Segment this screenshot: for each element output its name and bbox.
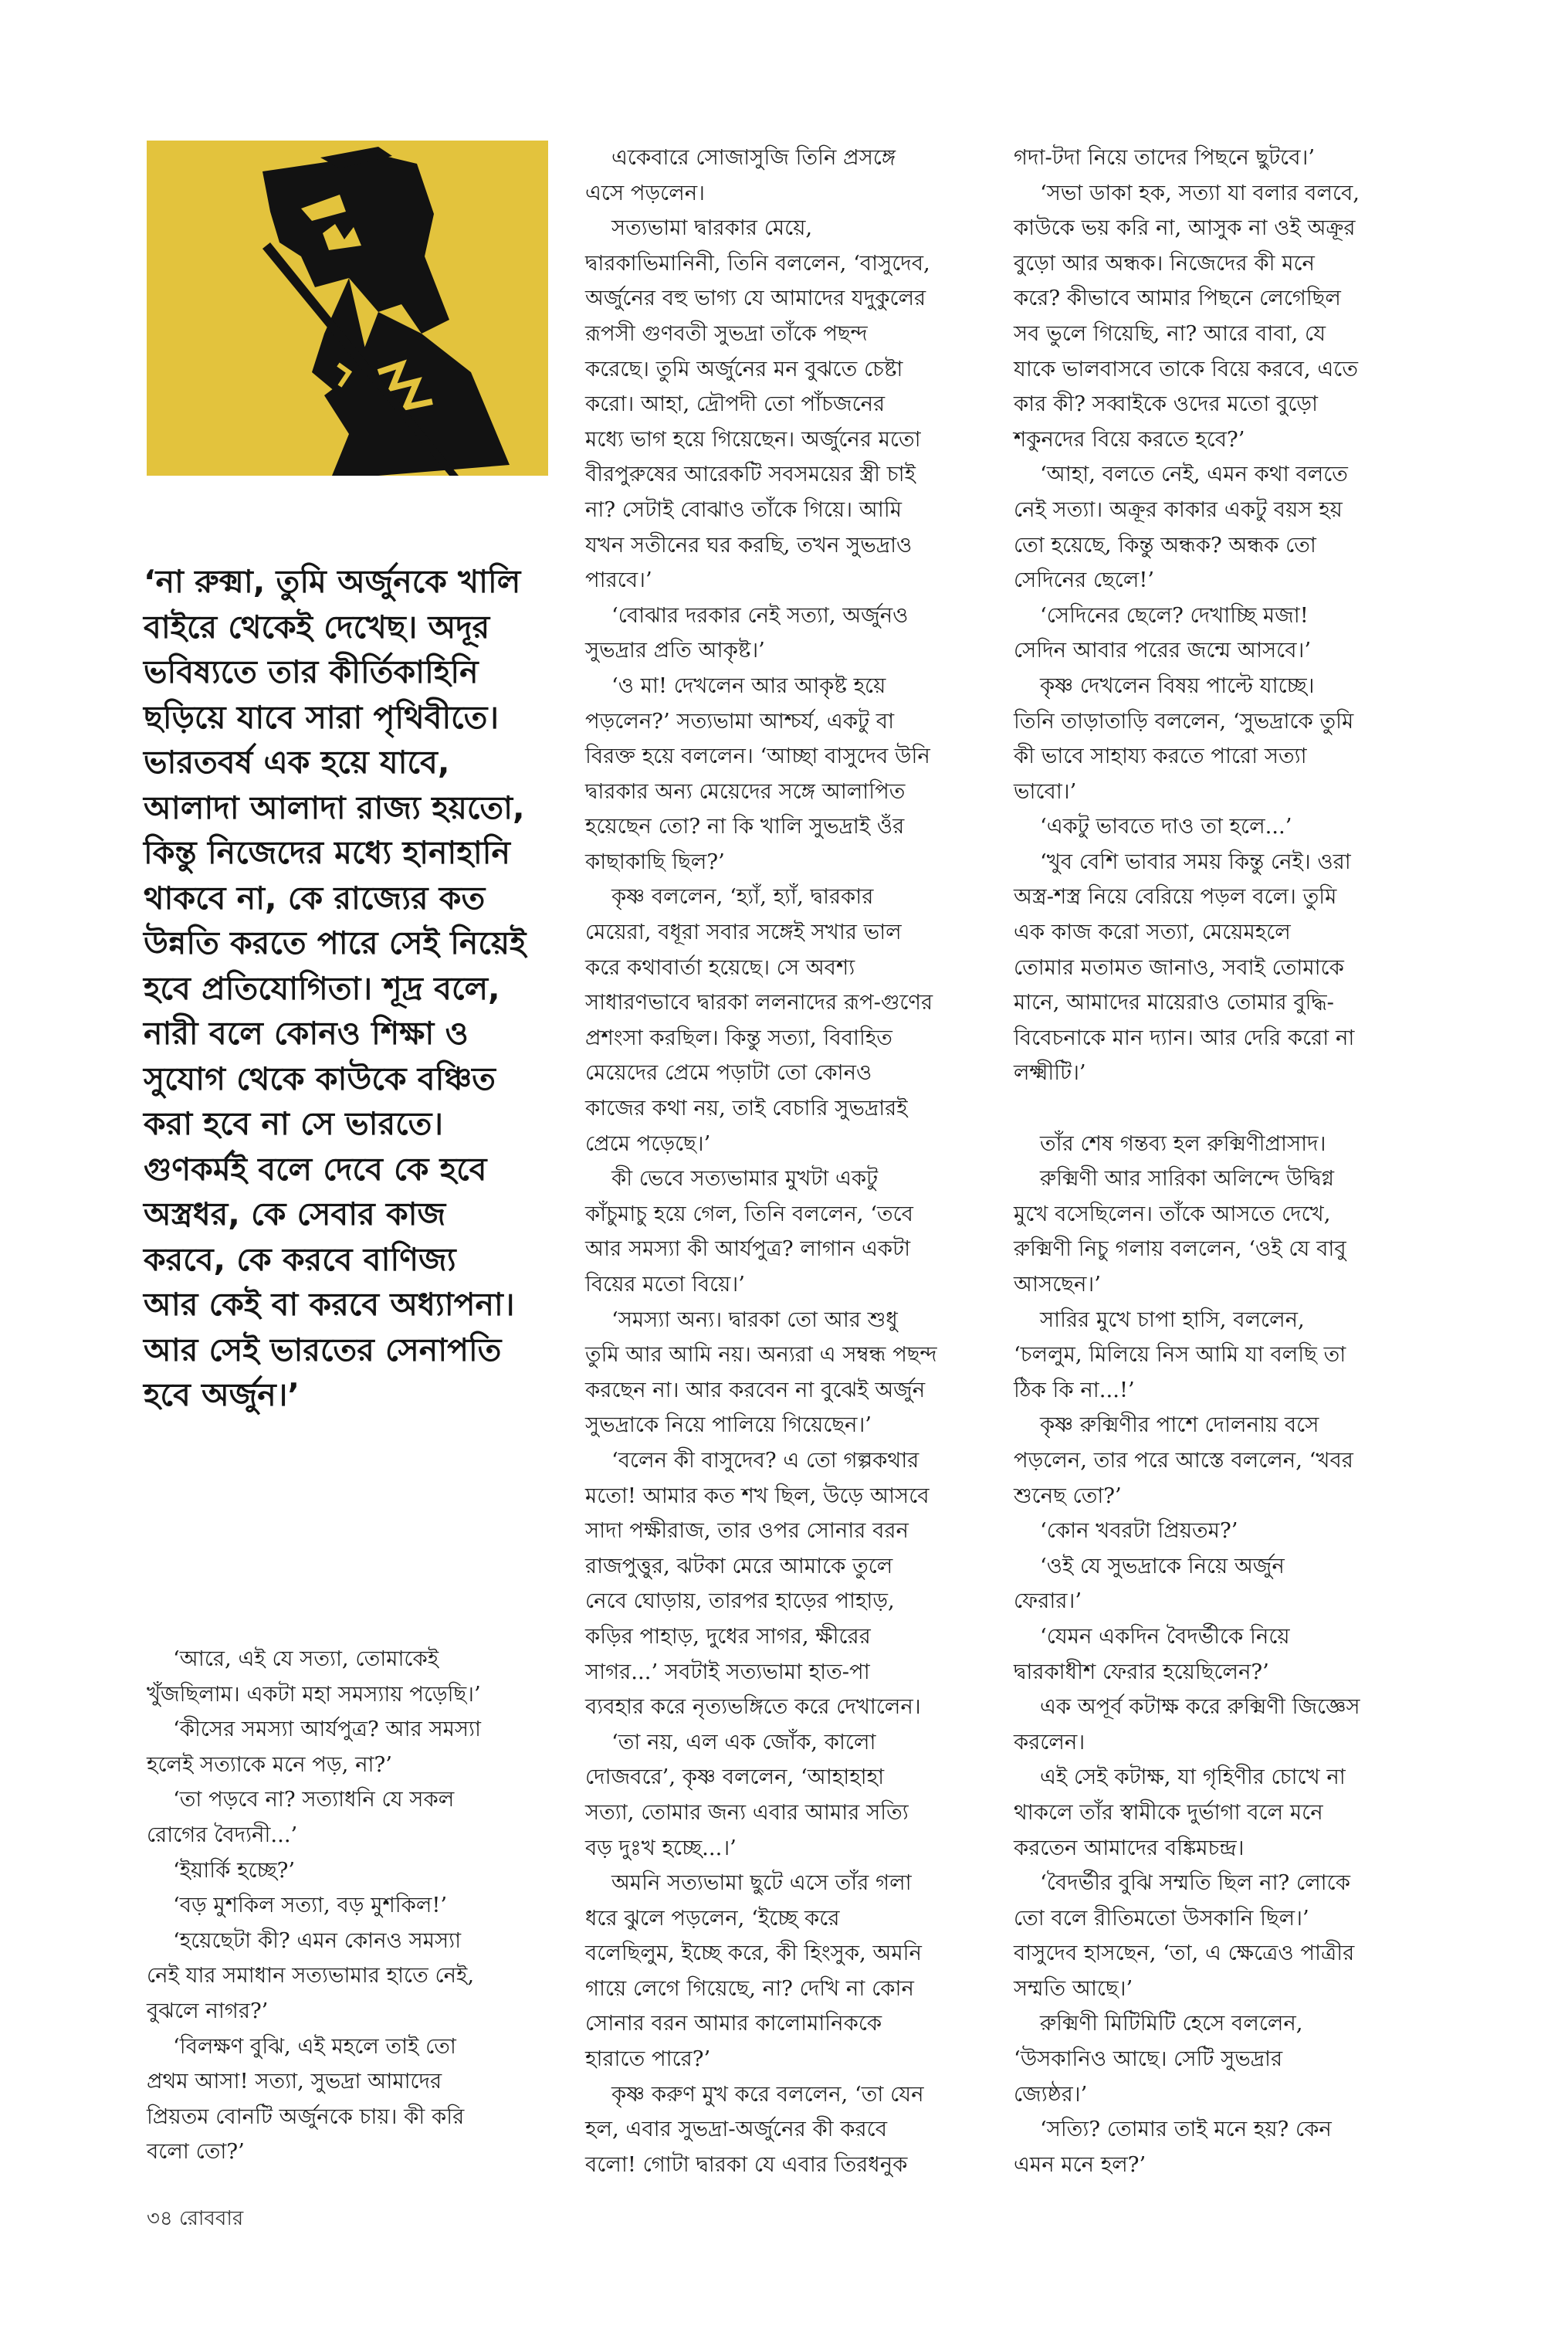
text-line: বলো তো?’ (147, 2139, 245, 2165)
text-line: সাগর...’ সবটাই সত্যভামা হাত-পা (585, 1659, 870, 1684)
text-line: বলো! গোটা দ্বারকা যে এবার তিরধনুক (585, 2151, 908, 2177)
text-line: মানে, আমাদের মায়েরাও তোমার বুদ্ধি- (1014, 990, 1334, 1016)
pull-quote-line: সুযোগ থেকে কাউকে বঞ্চিত (144, 1060, 496, 1097)
text-line: জ্যেষ্ঠর।’ (1014, 2081, 1088, 2107)
text-line: পড়লেন?’ সত্যভামা আশ্চর্য, একটু বা (585, 708, 895, 734)
text-line: প্রশংসা করছিল। কিন্তু সত্যা, বিবাহিত (585, 1025, 892, 1050)
text-line: সম্মতি আছে।’ (1014, 1975, 1133, 2001)
text-line: করছেন না। আর করবেন না বুঝেই অর্জুন (585, 1377, 926, 1402)
text-line: কাছাকাছি ছিল?’ (585, 849, 725, 874)
text-line: নেই যার সমাধান সত্যভামার হাতে নেই, (147, 1963, 475, 1989)
text-line: বুড়ো আর অন্ধক। নিজেদের কী মনে (1014, 250, 1315, 276)
text-line: দোজবরে’, কৃষ্ণ বললেন, ‘আহাহাহা (585, 1765, 885, 1790)
text-line: ‘খুব বেশি ভাবার সময় কিন্তু নেই। ওরা (1040, 849, 1351, 874)
text-line: তো হয়েছে, কিন্তু অন্ধক? অন্ধক তো (1014, 532, 1316, 558)
text-line: করে কথাবার্তা হয়েছে। সে অবশ্য (585, 954, 855, 980)
text-line: ‘আরে, এই যে সত্যা, তোমাকেই (173, 1646, 439, 1671)
text-line: রোগের বৈদ্যনী...’ (147, 1822, 298, 1847)
text-line: করে? কীভাবে আমার পিছনে লেগেছিল (1014, 286, 1341, 311)
text-line: ফেরার।’ (1014, 1589, 1082, 1614)
text-line: বাসুদেব হাসছেন, ‘তা, এ ক্ষেত্রেও পাত্রীর (1014, 1941, 1355, 1966)
text-line: কৃষ্ণ বললেন, ‘হ্যাঁ, হ্যাঁ, দ্বারকার (611, 884, 874, 910)
text-line: কার কী? সব্বাইকে ওদের মতো বুড়ো (1014, 392, 1318, 417)
pull-quote (144, 559, 560, 1418)
text-line: সাধারণভাবে দ্বারকা ললনাদের রূপ-গুণের (585, 990, 933, 1016)
text-line: এমন মনে হল?’ (1014, 2151, 1146, 2177)
text-line: করো। আহা, দ্রৌপদী তো পাঁচজনের (585, 392, 886, 417)
text-line: ব্যবহার করে নৃত্যভঙ্গিতে করে দেখালেন। (585, 1694, 921, 1720)
pull-quote-line: হবে প্রতিযোগিতা। শূদ্র বলে, (144, 969, 500, 1007)
text-line: কাঁচুমাচু হয়ে গেল, তিনি বললেন, ‘তবে (585, 1201, 913, 1226)
pull-quote-line: করবে, কে করবে বাণিজ্য (144, 1240, 456, 1278)
text-line: বিরক্ত হয়ে বললেন। ‘আচ্ছা বাসুদেব উনি (585, 744, 930, 769)
text-line: খুঁজছিলাম। একটা মহা সমস্যায় পড়েছি।’ (147, 1681, 481, 1707)
text-line: যাকে ভালবাসবে তাকে বিয়ে করবে, এতে (1014, 356, 1358, 381)
text-line: ‘একটু ভাবতে দাও তা হলে...’ (1040, 814, 1292, 839)
text-line: ‘বিলক্ষণ বুঝি, এই মহলে তাই তো (173, 2033, 456, 2059)
text-line: ‘সভা ডাকা হক, সত্যা যা বলার বলবে, (1040, 180, 1360, 205)
text-line: না? সেটাই বোঝাও তাঁকে গিয়ে। আমি (585, 497, 902, 522)
text-line: সুভদ্রাকে নিয়ে পালিয়ে গিয়েছেন।’ (585, 1412, 872, 1438)
text-line: রুক্মিণী আর সারিকা অলিন্দে উদ্বিগ্ন (1040, 1166, 1334, 1192)
column-middle (585, 141, 987, 2182)
text-line: কী ভাবে সাহায্য করতে পারো সত্যা (1014, 744, 1307, 769)
text-line: আসছেন।’ (1014, 1272, 1101, 1297)
text-line: সব ভুলে গিয়েছি, না? আরে বাবা, যে (1014, 320, 1326, 346)
text-line: কাজের কথা নয়, তাই বেচারি সুভদ্রারই (585, 1096, 908, 1121)
text-line: সত্যা, তোমার জন্য এবার আমার সত্যি (585, 1799, 909, 1825)
text-line: লক্ষ্মীটি।’ (1014, 1060, 1086, 1086)
text-line: কাউকে ভয় করি না, আসুক না ওই অক্রূর (1014, 215, 1356, 241)
text-line: সাদা পক্ষীরাজ, তার ওপর সোনার বরন (585, 1518, 909, 1544)
text-line: ‘তা নয়, এল এক জোঁক, কালো (611, 1729, 876, 1755)
text-line: মুখে বসেছিলেন। তাঁকে আসতে দেখে, (1014, 1201, 1331, 1226)
text-line: মেয়েরা, বধূরা সবার সঙ্গেই সখার ভাল (585, 920, 902, 945)
text-line: করলেন। (1014, 1729, 1085, 1755)
text-line: গদা-টদা নিয়ে তাদের পিছনে ছুটবে।’ (1014, 145, 1316, 170)
text-line: বিবেচনাকে মান দ্যান। আর দেরি করো না (1014, 1025, 1355, 1050)
pull-quote-line: গুণকর্মই বলে দেবে কে হবে (144, 1150, 487, 1188)
pull-quote-line: কিন্তু নিজেদের মধ্যে হানাহানি (144, 834, 510, 871)
text-line: কৃষ্ণ রুক্মিণীর পাশে দোলনায় বসে (1040, 1412, 1319, 1438)
text-line: তোমার মতামত জানাও, সবাই তোমাকে (1014, 954, 1344, 980)
text-line: কী ভেবে সত্যভামার মুখটা একটু (611, 1166, 879, 1192)
text-line: তুমি আর আমি নয়। অন্যরা এ সম্বন্ধ পছন্দ (585, 1342, 937, 1368)
text-line: সুভদ্রার প্রতি আকৃষ্ট।’ (585, 638, 765, 663)
pull-quote-line: ‘না রুক্মা, তুমি অর্জুনকে খালি (144, 563, 521, 600)
text-line: হলেই সত্যাকে মনে পড়, না?’ (147, 1751, 392, 1777)
page-footer: ৩৪ রোববার (147, 2207, 244, 2230)
text-line: পারবে।’ (585, 568, 652, 593)
text-line: ‘তা পড়বে না? সত্যাধনি যে সকল (173, 1787, 455, 1812)
pull-quote-line: ভবিষ্যতে তার কীর্তিকাহিনি (144, 653, 479, 690)
text-line: প্রেমে পড়েছে।’ (585, 1131, 711, 1156)
text-line: রুক্মিণী নিচু গলায় বললেন, ‘ওই যে বাবু (1014, 1236, 1346, 1262)
text-line: প্রিয়তম বোনটি অর্জুনকে চায়। কী করি (147, 2104, 465, 2129)
pull-quote-line: আলাদা আলাদা রাজ্য হয়তো, (144, 788, 525, 826)
text-line: শকুনদের বিয়ে করতে হবে?’ (1014, 426, 1245, 452)
pull-quote-line: বাইরে থেকেই দেখেছ। অদূর (144, 608, 490, 646)
text-line: মধ্যে ভাগ হয়ে গিয়েছেন। অর্জুনের মতো (585, 426, 921, 452)
text-line: দ্বারকার অন্য মেয়েদের সঙ্গে আলাপিত (585, 778, 906, 804)
pull-quote-line: আর সেই ভারতের সেনাপতি (144, 1331, 502, 1368)
text-line: ‘উসকানিও আছে। সেটি সুভদ্রার (1014, 2046, 1283, 2072)
text-line: নেবে ঘোড়ায়, তারপর হাড়ের পাহাড়, (585, 1589, 895, 1614)
text-line: ‘ইয়ার্কি হচ্ছে?’ (173, 1857, 296, 1883)
text-line: ‘বোঝার দরকার নেই সত্যা, অর্জুনও (611, 602, 909, 628)
text-line: রুক্মিণী মিটিমিটি হেসে বললেন, (1040, 2011, 1303, 2036)
text-line: সত্যভামা দ্বারকার মেয়ে, (611, 215, 813, 241)
text-line: এই সেই কটাক্ষ, যা গৃহিণীর চোখে না (1040, 1765, 1346, 1790)
text-line: ‘কোন খবরটা প্রিয়তম?’ (1040, 1518, 1238, 1544)
illustration (147, 141, 548, 476)
pull-quote-line: অস্ত্রধর, কে সেবার কাজ (144, 1195, 446, 1233)
text-line: করতেন আমাদের বঙ্কিমচন্দ্র। (1014, 1835, 1245, 1860)
text-line: বড় দুঃখ হচ্ছে...।’ (585, 1835, 737, 1860)
text-line: দ্বারকাধীশ ফেরার হয়েছিলেন?’ (1014, 1659, 1269, 1684)
text-line: মেয়েদের প্রেমে পড়াটা তো কোনও (585, 1060, 872, 1086)
text-line: সারির মুখে চাপা হাসি, বললেন, (1040, 1307, 1305, 1332)
text-line: ‘হয়েছেটা কী? এমন কোনও সমস্যা (173, 1928, 462, 1953)
text-line: অমনি সত্যভামা ছুটে এসে তাঁর গলা (611, 1870, 912, 1896)
text-line: সেদিন আবার পরের জন্মে আসবে।’ (1014, 638, 1312, 663)
column-left (147, 1642, 548, 2170)
text-line: থাকলে তাঁর স্বামীকে দুর্ভাগা বলে মনে (1014, 1799, 1323, 1825)
pull-quote-line: নারী বলে কোনও শিক্ষা ও (144, 1015, 469, 1052)
text-line: ‘আহা, বলতে নেই, এমন কথা বলতে (1040, 462, 1348, 487)
text-line: বীরপুরুষের আরেকটি সবসময়ের স্ত্রী চাই (585, 462, 916, 487)
text-line: ‘ওই যে সুভদ্রাকে নিয়ে অর্জুন (1040, 1553, 1285, 1578)
text-line: ‘বড় মুশকিল সত্যা, বড় মুশকিল!’ (173, 1893, 448, 1918)
text-line: সোনার বরন আমার কালোমানিককে (585, 2011, 882, 2036)
text-line: ভাবো।’ (1014, 778, 1077, 804)
text-line: ‘সত্যি? তোমার তাই মনে হয়? কেন (1040, 2117, 1332, 2142)
text-line: অস্ত্র-শস্ত্র নিয়ে বেরিয়ে পড়ল বলে। তুমি (1014, 884, 1337, 910)
text-line: ‘বলেন কী বাসুদেব? এ তো গল্পকথার (611, 1447, 919, 1473)
pull-quote-line: থাকবে না, কে রাজ্যের কত (144, 879, 486, 917)
text-line: কড়ির পাহাড়, দুধের সাগর, ক্ষীরের (585, 1623, 871, 1649)
text-line: শুনেছ তো?’ (1014, 1483, 1122, 1508)
text-line (1014, 1091, 1446, 1127)
text-line: একেবারে সোজাসুজি তিনি প্রসঙ্গে (611, 145, 896, 170)
text-line: ‘চললুম, মিলিয়ে নিস আমি যা বলছি তা (1014, 1342, 1346, 1368)
text-line: সেদিনের ছেলে!’ (1014, 568, 1155, 593)
text-line: পড়লেন, তার পরে আস্তে বললেন, ‘খবর (1014, 1447, 1353, 1473)
text-line: প্রথম আসা! সত্যা, সুভদ্রা আমাদের (147, 2069, 442, 2094)
text-line: ধরে ঝুলে পড়লেন, ‘ইচ্ছে করে (585, 1905, 840, 1931)
text-line: মতো! আমার কত শখ ছিল, উড়ে আসবে (585, 1483, 930, 1508)
text-line: বিয়ের মতো বিয়ে।’ (585, 1272, 745, 1297)
text-line: দ্বারকাভিমানিনী, তিনি বললেন, ‘বাসুদেব, (585, 250, 930, 276)
text-line: ‘কীসের সমস্যা আর্যপুত্র? আর সমস্যা (173, 1717, 481, 1742)
text-line: বুঝলে নাগর?’ (147, 1998, 269, 2023)
text-line: এসে পড়লেন। (585, 180, 705, 205)
text-line: নেই সত্যা। অক্রূর কাকার একটু বয়স হয় (1014, 497, 1343, 522)
text-line: তিনি তাড়াতাড়ি বললেন, ‘সুভদ্রাকে তুমি (1014, 708, 1354, 734)
text-line: ‘সেদিনের ছেলে? দেখাচ্ছি মজা! (1040, 602, 1309, 628)
text-line: ‘বৈদর্ভীর বুঝি সম্মতি ছিল না? লোকে (1040, 1870, 1350, 1896)
pull-quote-line: হবে অর্জুন।’ (144, 1376, 300, 1413)
pull-quote-line: ভারতবর্ষ এক হয়ে যাবে, (144, 744, 450, 781)
pull-quote-line: করা হবে না সে ভারতে। (144, 1105, 444, 1142)
text-line: হল, এবার সুভদ্রা-অর্জুনের কী করবে (585, 2117, 888, 2142)
text-line: কৃষ্ণ করুণ মুখ করে বললেন, ‘তা যেন (611, 2081, 924, 2107)
column-right (1014, 141, 1446, 2182)
text-line: ‘সমস্যা অন্য। দ্বারকা তো আর শুধু (611, 1307, 898, 1332)
silhouette-figure-icon (147, 141, 548, 476)
text-line: রূপসী গুণবতী সুভদ্রা তাঁকে পছন্দ (585, 320, 868, 346)
text-line: কৃষ্ণ দেখলেন বিষয় পাল্টে যাচ্ছে। (1040, 673, 1315, 698)
text-line: এক কাজ করো সত্যা, মেয়েমহলে (1014, 920, 1291, 945)
text-line: তাঁর শেষ গন্তব্য হল রুক্মিণীপ্রাসাদ। (1040, 1131, 1326, 1156)
text-line: এক অপূর্ব কটাক্ষ করে রুক্মিণী জিজ্ঞেস (1040, 1694, 1360, 1720)
text-line: বলেছিলুম, ইচ্ছে করে, কী হিংসুক, অমনি (585, 1941, 922, 1966)
text-line: আর সমস্যা কী আর্যপুত্র? লাগান একটা (585, 1236, 911, 1262)
text-line: রাজপুত্তুর, ঝটকা মেরে আমাকে তুলে (585, 1553, 893, 1578)
text-line: হারাতে পারে?’ (585, 2046, 711, 2072)
text-line: হয়েছেন তো? না কি খালি সুভদ্রাই ওঁর (585, 814, 905, 839)
text-line: ‘যেমন একদিন বৈদর্ভীকে নিয়ে (1040, 1623, 1290, 1649)
text-line: তো বলে রীতিমতো উসকানি ছিল।’ (1014, 1905, 1309, 1931)
text-line: গায়ে লেগে গিয়েছে, না? দেখি না কোন (585, 1975, 914, 2001)
text-line: যখন সতীনের ঘর করছি, তখন সুভদ্রাও (585, 532, 913, 558)
pull-quote-line: ছড়িয়ে যাবে সারা পৃথিবীতে। (144, 698, 500, 736)
pull-quote-line: উন্নতি করতে পারে সেই নিয়েই (144, 924, 527, 961)
text-line: ঠিক কি না...!’ (1014, 1377, 1135, 1402)
text-line: করেছে। তুমি অর্জুনের মন বুঝতে চেষ্টা (585, 356, 903, 381)
pull-quote-line: আর কেই বা করবে অধ্যাপনা। (144, 1286, 515, 1323)
text-line: অর্জুনের বহু ভাগ্য যে আমাদের যদুকুলের (585, 286, 926, 311)
text-line: ‘ও মা! দেখলেন আর আকৃষ্ট হয়ে (611, 673, 886, 698)
